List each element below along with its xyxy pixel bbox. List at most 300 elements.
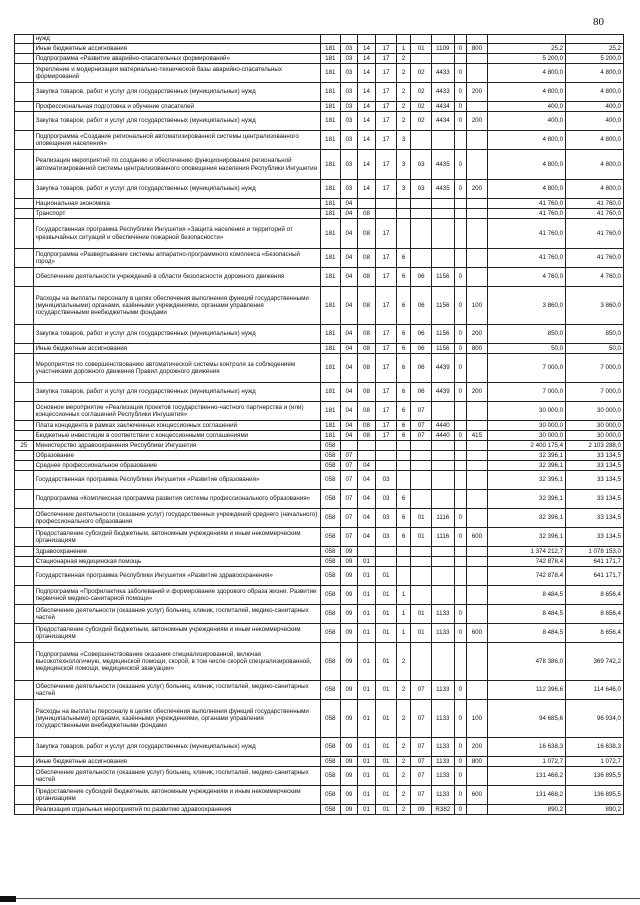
cell-program: 01 <box>376 567 397 586</box>
cell-direction <box>411 54 432 64</box>
cell-sum_2025: 1 374 212,7 <box>487 547 565 557</box>
table-row <box>15 567 624 586</box>
cell-subsection: 14 <box>357 112 376 131</box>
cell-sum_2025: 4 800,0 <box>487 131 565 150</box>
cell-expense_type: 600 <box>467 528 488 547</box>
cell-section: 09 <box>341 786 358 805</box>
table-row <box>15 786 624 805</box>
cell-ministry: 181 <box>320 83 341 102</box>
cell-rank <box>454 441 466 451</box>
cell-direction <box>411 35 432 44</box>
cell-no <box>15 249 34 268</box>
cell-expense_type: 600 <box>467 786 488 805</box>
cell-rank: 0 <box>454 44 466 54</box>
cell-section: 04 <box>341 402 358 421</box>
cell-name: Закупка товаров, работ и услуг для государственных (муниципальных) нужд <box>33 383 320 402</box>
cell-expense_type: 200 <box>467 180 488 199</box>
cell-no <box>15 383 34 402</box>
cell-name: Расходы на выплаты персоналу в целях обеспечения выполнения функций государственными (муниципальными) органами, казёнными учреждениями, органами управления государственными внебюджетными фондами <box>33 287 320 325</box>
cell-sum_2025: 112 396,6 <box>487 681 565 700</box>
cell-rank: 0 <box>454 383 466 402</box>
cell-subprogram <box>396 557 410 567</box>
cell-code <box>431 249 454 268</box>
cell-sum_2025: 30 000,0 <box>487 431 565 441</box>
cell-expense_type: 800 <box>467 344 488 354</box>
cell-subprogram: 1 <box>396 44 410 54</box>
cell-rank <box>454 209 466 219</box>
cell-sum_2025: 8 484,5 <box>487 586 565 605</box>
cell-sum_2025: 30 000,0 <box>487 402 565 421</box>
cell-name: Министерство здравоохранения Республики Ингушетия <box>33 441 320 451</box>
cell-subsection: 01 <box>357 786 376 805</box>
cell-subprogram <box>396 451 410 461</box>
cell-section: 09 <box>341 643 358 681</box>
cell-program: 17 <box>376 287 397 325</box>
cell-subsection: 14 <box>357 83 376 102</box>
cell-sum_2025: 32 396,1 <box>487 509 565 528</box>
cell-program: 17 <box>376 83 397 102</box>
cell-code: 4434 <box>431 102 454 112</box>
cell-ministry: 058 <box>320 786 341 805</box>
cell-ministry: 058 <box>320 643 341 681</box>
table-row <box>15 757 624 767</box>
cell-sum_2026: 5 200,0 <box>566 54 624 64</box>
cell-expense_type <box>467 268 488 287</box>
cell-subprogram: 6 <box>396 431 410 441</box>
table-row <box>15 441 624 451</box>
table-row <box>15 528 624 547</box>
cell-section: 07 <box>341 451 358 461</box>
cell-rank: 0 <box>454 112 466 131</box>
cell-ministry: 181 <box>320 180 341 199</box>
cell-sum_2026: 2 103 288,0 <box>566 441 624 451</box>
cell-subsection <box>357 547 376 557</box>
cell-no <box>15 805 34 815</box>
cell-sum_2026: 850,0 <box>566 325 624 344</box>
cell-expense_type <box>467 767 488 786</box>
cell-subsection: 01 <box>357 767 376 786</box>
cell-name: Иные бюджетные ассигнования <box>33 757 320 767</box>
cell-program: 01 <box>376 738 397 757</box>
cell-section: 04 <box>341 199 358 209</box>
table-row <box>15 344 624 354</box>
cell-rank: 0 <box>454 805 466 815</box>
cell-sum_2026: 96 934,0 <box>566 700 624 738</box>
cell-program: 17 <box>376 54 397 64</box>
cell-expense_type: 200 <box>467 383 488 402</box>
page-number: 80 <box>593 16 604 28</box>
cell-subprogram: 2 <box>396 805 410 815</box>
table-row <box>15 209 624 219</box>
cell-rank <box>454 471 466 490</box>
cell-section: 09 <box>341 681 358 700</box>
cell-rank: 0 <box>454 786 466 805</box>
cell-sum_2025: 742 878,4 <box>487 567 565 586</box>
cell-direction <box>411 199 432 209</box>
cell-ministry: 058 <box>320 586 341 605</box>
cell-sum_2025: 5 200,0 <box>487 54 565 64</box>
cell-program: 17 <box>376 112 397 131</box>
cell-name: Стационарная медицинская помощь <box>33 557 320 567</box>
table-row <box>15 461 624 471</box>
cell-section: 09 <box>341 624 358 643</box>
cell-sum_2026: 4 800,0 <box>566 83 624 102</box>
cell-sum_2026: 41 760,0 <box>566 249 624 268</box>
cell-expense_type <box>467 605 488 624</box>
cell-ministry: 181 <box>320 209 341 219</box>
cell-subprogram: 6 <box>396 383 410 402</box>
cell-direction: 01 <box>411 528 432 547</box>
cell-subprogram: 1 <box>396 605 410 624</box>
cell-section: 04 <box>341 325 358 344</box>
cell-subsection: 08 <box>357 209 376 219</box>
cell-sum_2026: 3 860,0 <box>566 287 624 325</box>
cell-expense_type: 800 <box>467 757 488 767</box>
cell-section: 07 <box>341 461 358 471</box>
cell-ministry: 058 <box>320 738 341 757</box>
cell-no <box>15 35 34 44</box>
cell-section: 09 <box>341 547 358 557</box>
cell-subsection: 08 <box>357 431 376 441</box>
cell-section: 09 <box>341 767 358 786</box>
cell-ministry: 058 <box>320 767 341 786</box>
cell-direction: 07 <box>411 700 432 738</box>
cell-subsection: 04 <box>357 471 376 490</box>
cell-code: 1133 <box>431 605 454 624</box>
cell-program: 01 <box>376 805 397 815</box>
cell-sum_2025: 742 878,4 <box>487 557 565 567</box>
cell-ministry: 181 <box>320 54 341 64</box>
cell-code: 1133 <box>431 767 454 786</box>
cell-sum_2025: 32 396,1 <box>487 461 565 471</box>
cell-expense_type <box>467 354 488 383</box>
cell-rank: 0 <box>454 624 466 643</box>
cell-subsection: 01 <box>357 738 376 757</box>
cell-direction: 02 <box>411 83 432 102</box>
cell-sum_2025: 4 800,0 <box>487 83 565 102</box>
cell-no <box>15 528 34 547</box>
cell-subprogram <box>396 219 410 249</box>
table-row <box>15 35 624 44</box>
cell-program: 17 <box>376 268 397 287</box>
cell-direction: 07 <box>411 402 432 421</box>
cell-subsection: 08 <box>357 383 376 402</box>
cell-section: 03 <box>341 64 358 83</box>
cell-no <box>15 102 34 112</box>
cell-subprogram: 2 <box>396 757 410 767</box>
cell-code <box>431 461 454 471</box>
cell-sum_2025: 50,0 <box>487 344 565 354</box>
cell-no <box>15 180 34 199</box>
cell-ministry: 058 <box>320 528 341 547</box>
table-row <box>15 354 624 383</box>
cell-name: Закупка товаров, работ и услуг для государственных (муниципальных) нужд <box>33 325 320 344</box>
cell-sum_2025: 32 396,1 <box>487 451 565 461</box>
cell-sum_2025: 1 072,7 <box>487 757 565 767</box>
cell-expense_type: 600 <box>467 624 488 643</box>
cell-section: 03 <box>341 102 358 112</box>
cell-program: 01 <box>376 643 397 681</box>
cell-subprogram: 3 <box>396 150 410 180</box>
cell-name: Закупка товаров, работ и услуг для государственных (муниципальных) нужд <box>33 83 320 102</box>
cell-subprogram: 6 <box>396 509 410 528</box>
cell-sum_2025: 7 000,0 <box>487 354 565 383</box>
cell-name: Обеспечение деятельности (оказание услуг) больниц, клиник, госпиталей, медико-санитарных частей <box>33 605 320 624</box>
table-row <box>15 268 624 287</box>
cell-program: 17 <box>376 249 397 268</box>
cell-program: 17 <box>376 131 397 150</box>
cell-direction <box>411 557 432 567</box>
cell-no <box>15 150 34 180</box>
cell-rank <box>454 421 466 431</box>
cell-ministry: 181 <box>320 325 341 344</box>
cell-code: 1133 <box>431 738 454 757</box>
cell-direction: 06 <box>411 287 432 325</box>
cell-program: 17 <box>376 383 397 402</box>
cell-rank: 0 <box>454 102 466 112</box>
table-row <box>15 509 624 528</box>
cell-subsection: 01 <box>357 805 376 815</box>
cell-sum_2026: 16 638,3 <box>566 738 624 757</box>
cell-subprogram: 6 <box>396 325 410 344</box>
cell-section <box>341 441 358 451</box>
cell-no <box>15 325 34 344</box>
cell-section: 04 <box>341 431 358 441</box>
cell-code: 1156 <box>431 325 454 344</box>
cell-subsection: 01 <box>357 605 376 624</box>
cell-sum_2026: 641 171,7 <box>566 567 624 586</box>
cell-expense_type <box>467 421 488 431</box>
cell-name: Иные бюджетные ассигнования <box>33 344 320 354</box>
cell-sum_2025: 7 000,0 <box>487 383 565 402</box>
cell-section: 04 <box>341 383 358 402</box>
table-row <box>15 605 624 624</box>
cell-ministry: 058 <box>320 557 341 567</box>
cell-expense_type <box>467 557 488 567</box>
cell-no: 25 <box>15 441 34 451</box>
cell-name: Образование <box>33 451 320 461</box>
cell-program: 03 <box>376 528 397 547</box>
cell-rank: 0 <box>454 509 466 528</box>
cell-name: Реализация отдельных мероприятий по развитию здравоохранения <box>33 805 320 815</box>
cell-sum_2026: 7 000,0 <box>566 383 624 402</box>
table-row <box>15 643 624 681</box>
cell-subprogram: 6 <box>396 268 410 287</box>
cell-expense_type <box>467 567 488 586</box>
cell-subprogram <box>396 199 410 209</box>
cell-program <box>376 35 397 44</box>
cell-program <box>376 209 397 219</box>
cell-ministry: 181 <box>320 249 341 268</box>
cell-direction: 01 <box>411 509 432 528</box>
cell-code: 4435 <box>431 180 454 199</box>
cell-subsection: 14 <box>357 102 376 112</box>
cell-rank: 0 <box>454 287 466 325</box>
cell-rank <box>454 557 466 567</box>
cell-program: 17 <box>376 180 397 199</box>
cell-subsection: 14 <box>357 44 376 54</box>
cell-code <box>431 451 454 461</box>
cell-program: 17 <box>376 354 397 383</box>
cell-code <box>431 567 454 586</box>
cell-program: 01 <box>376 767 397 786</box>
cell-direction: 06 <box>411 344 432 354</box>
cell-direction: 06 <box>411 383 432 402</box>
cell-subprogram <box>396 567 410 586</box>
cell-program <box>376 557 397 567</box>
cell-rank <box>454 199 466 209</box>
cell-direction <box>411 547 432 557</box>
cell-program <box>376 461 397 471</box>
cell-expense_type <box>467 805 488 815</box>
cell-no <box>15 451 34 461</box>
cell-sum_2026: 4 800,0 <box>566 180 624 199</box>
cell-expense_type: 100 <box>467 287 488 325</box>
cell-direction: 06 <box>411 354 432 383</box>
cell-code: 4433 <box>431 83 454 102</box>
cell-program: 17 <box>376 64 397 83</box>
cell-ministry: 058 <box>320 700 341 738</box>
cell-rank <box>454 35 466 44</box>
cell-sum_2026: 4 800,0 <box>566 64 624 83</box>
cell-sum_2025: 3 860,0 <box>487 287 565 325</box>
cell-program: 17 <box>376 150 397 180</box>
cell-subsection: 08 <box>357 344 376 354</box>
cell-program: 17 <box>376 431 397 441</box>
cell-no <box>15 471 34 490</box>
cell-ministry: 181 <box>320 219 341 249</box>
table-row <box>15 557 624 567</box>
cell-rank: 0 <box>454 605 466 624</box>
cell-section: 07 <box>341 471 358 490</box>
cell-name: Подпрограмма «Развертывание системы аппаратно-программного комплекса «Безопасный город» <box>33 249 320 268</box>
cell-expense_type <box>467 54 488 64</box>
cell-subprogram: 6 <box>396 249 410 268</box>
cell-direction <box>411 461 432 471</box>
cell-program: 17 <box>376 402 397 421</box>
cell-ministry: 058 <box>320 681 341 700</box>
cell-direction <box>411 249 432 268</box>
cell-name: Реализация мероприятий по созданию и обеспечению функционирования региональной автоматизированной системы централизованного оповещения населения Республики Ингушетия <box>33 150 320 180</box>
cell-sum_2026: 33 134,5 <box>566 461 624 471</box>
cell-subsection: 04 <box>357 461 376 471</box>
cell-direction <box>411 490 432 509</box>
cell-section: 03 <box>341 44 358 54</box>
cell-rank: 0 <box>454 700 466 738</box>
cell-code <box>431 547 454 557</box>
cell-subsection: 08 <box>357 402 376 421</box>
cell-program <box>376 451 397 461</box>
cell-subsection: 01 <box>357 681 376 700</box>
cell-subsection: 04 <box>357 490 376 509</box>
table-row <box>15 421 624 431</box>
cell-code: 1116 <box>431 528 454 547</box>
table-row <box>15 547 624 557</box>
cell-section: 07 <box>341 528 358 547</box>
table-row <box>15 287 624 325</box>
cell-code: 1156 <box>431 268 454 287</box>
cell-rank: 0 <box>454 325 466 344</box>
cell-expense_type <box>467 643 488 681</box>
budget-table <box>14 34 624 815</box>
cell-code <box>431 557 454 567</box>
cell-direction: 07 <box>411 767 432 786</box>
cell-no <box>15 131 34 150</box>
cell-subsection: 01 <box>357 624 376 643</box>
cell-subprogram: 6 <box>396 287 410 325</box>
cell-sum_2025: 41 760,0 <box>487 249 565 268</box>
cell-expense_type: 100 <box>467 700 488 738</box>
cell-name: Государственная программа Республики Ингушетия «Развитие образования» <box>33 471 320 490</box>
cell-name: Бюджетные инвестиции в соответствии с концессионными соглашениями <box>33 431 320 441</box>
cell-name: Государственная программа Республики Ингушетия «Защита населения и территорий от чрезвычайных ситуаций и обеспечение пожарной безопасности» <box>33 219 320 249</box>
cell-subprogram: 6 <box>396 354 410 383</box>
cell-section: 04 <box>341 287 358 325</box>
cell-no <box>15 44 34 54</box>
cell-expense_type <box>467 586 488 605</box>
cell-name: Предоставление субсидий бюджетным, автономным учреждениям и иным некоммерческим организациям <box>33 624 320 643</box>
cell-subprogram: 2 <box>396 681 410 700</box>
cell-sum_2026: 7 000,0 <box>566 354 624 383</box>
cell-section: 04 <box>341 354 358 383</box>
cell-ministry: 181 <box>320 402 341 421</box>
cell-subsection: 14 <box>357 180 376 199</box>
cell-sum_2026: 136 895,5 <box>566 767 624 786</box>
cell-direction: 02 <box>411 102 432 112</box>
cell-sum_2025: 4 760,0 <box>487 268 565 287</box>
cell-direction: 01 <box>411 44 432 54</box>
cell-subsection: 08 <box>357 325 376 344</box>
cell-ministry: 058 <box>320 605 341 624</box>
cell-name: Иные бюджетные ассигнования <box>33 44 320 54</box>
cell-subprogram: 2 <box>396 64 410 83</box>
cell-direction: 09 <box>411 805 432 815</box>
cell-section: 03 <box>341 180 358 199</box>
cell-code: 4439 <box>431 354 454 383</box>
cell-subprogram <box>396 461 410 471</box>
cell-code: 1133 <box>431 786 454 805</box>
table-body <box>15 35 624 815</box>
cell-sum_2025: 41 760,0 <box>487 199 565 209</box>
cell-ministry: 058 <box>320 471 341 490</box>
cell-section: 04 <box>341 209 358 219</box>
cell-sum_2025: 2 400 175,4 <box>487 441 565 451</box>
cell-expense_type: 200 <box>467 83 488 102</box>
cell-program <box>376 199 397 209</box>
table-row <box>15 150 624 180</box>
cell-subsection: 14 <box>357 131 376 150</box>
cell-no <box>15 681 34 700</box>
cell-program: 01 <box>376 605 397 624</box>
cell-subprogram: 6 <box>396 490 410 509</box>
cell-code: 1116 <box>431 509 454 528</box>
cell-no <box>15 490 34 509</box>
cell-sum_2025 <box>487 35 565 44</box>
cell-expense_type <box>467 249 488 268</box>
cell-direction: 03 <box>411 180 432 199</box>
table-row <box>15 383 624 402</box>
cell-sum_2025: 8 484,5 <box>487 605 565 624</box>
cell-subsection: 01 <box>357 757 376 767</box>
cell-expense_type <box>467 199 488 209</box>
cell-sum_2025: 131 468,2 <box>487 767 565 786</box>
cell-sum_2025: 25,2 <box>487 44 565 54</box>
cell-sum_2025: 4 800,0 <box>487 150 565 180</box>
cell-name: Основное мероприятие «Реализация проектов государственно-частного партнерства и (или) концессионных соглашений Республики Ингушетия» <box>33 402 320 421</box>
cell-expense_type: 800 <box>467 44 488 54</box>
cell-rank: 0 <box>454 681 466 700</box>
cell-name: Расходы на выплаты персоналу в целях обеспечения выполнения функций государственными (муниципальными) органами, казёнными учреждениями, органами управления государственными внебюджетными фондами <box>33 700 320 738</box>
